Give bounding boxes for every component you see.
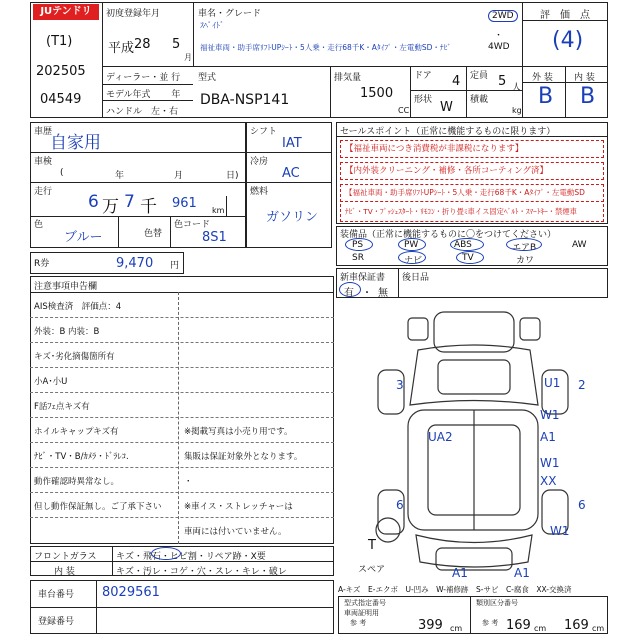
notes-title: 注意事項申告欄 bbox=[34, 282, 98, 292]
capacity-label: 定員 bbox=[470, 71, 489, 81]
height-unit: cm bbox=[592, 624, 605, 633]
sales-points-title: セールスポイント（正常に機能するものに限ります） bbox=[340, 127, 556, 137]
warranty-yes-circle bbox=[339, 282, 361, 297]
damage-label-1: 3 bbox=[396, 378, 404, 392]
note-left-6: ホイルキャップキズ有 bbox=[34, 427, 119, 437]
interior-grade: B bbox=[580, 84, 596, 109]
drive-2wd: 2WD bbox=[488, 10, 518, 22]
mileage-rest: 961 bbox=[172, 196, 197, 211]
form-ref: 参 考 bbox=[350, 619, 367, 627]
lot-number: 04549 bbox=[40, 92, 82, 107]
note-right-7: 集販は保証対象外となります。 bbox=[184, 452, 303, 462]
auction-id: (T1) bbox=[46, 34, 73, 49]
damage-label-10: 6 bbox=[578, 498, 586, 512]
model-year-label: モデル年式 年 bbox=[106, 90, 181, 100]
interior-damage-value: キズ・汚レ・コゲ・穴・スレ・キレ・破レ bbox=[116, 567, 287, 577]
color-code: 8S1 bbox=[202, 230, 227, 245]
sales-point-2: 【内外装クリーニング・補修・各所コーティング済】 bbox=[340, 162, 604, 180]
color-code-label: 色コード bbox=[174, 220, 211, 230]
handle-label: ハンドル 左・右 bbox=[106, 107, 179, 117]
mileage-label: 走行 bbox=[34, 187, 53, 197]
front-glass-value: キズ・飛石・ヒビ割・リペア跡・X要 bbox=[116, 552, 266, 562]
equip-pw-circle bbox=[398, 238, 426, 251]
doors: 4 bbox=[452, 74, 461, 89]
displacement-unit: CC bbox=[398, 106, 410, 115]
fuel-value: ガソリン bbox=[266, 210, 319, 225]
first-reg-year: 28 bbox=[134, 37, 151, 52]
note-left-4: 小A･小U bbox=[34, 377, 68, 387]
load-label: 積載 bbox=[470, 95, 489, 105]
color-label: 色 bbox=[34, 220, 44, 230]
doors-label: ドア bbox=[414, 71, 432, 81]
recycle-frame bbox=[30, 252, 184, 274]
equip-navi-circle bbox=[398, 251, 426, 264]
equip-abs: ABS bbox=[454, 240, 472, 250]
drive-4wd: 4WD bbox=[488, 42, 510, 52]
mileage-man: 6 bbox=[88, 192, 99, 212]
sales-point-3: 【福祉車両・助手席ﾘﾌﾄUPｼｰﾄ・5人乗・走行68千K・Aﾀｲﾌﾟ・左電動SD bbox=[340, 184, 604, 202]
displacement-label: 排気量 bbox=[334, 73, 362, 83]
inspection-day: 日) bbox=[226, 171, 239, 181]
model-name-label: 車名・グレード bbox=[198, 9, 262, 19]
warranty-separator: ・ bbox=[362, 288, 372, 299]
car-diagram bbox=[338, 300, 608, 580]
note-right-9: ※車イス・ストレッチャーは bbox=[184, 502, 293, 512]
equip-leather: カワ bbox=[516, 256, 535, 266]
color-value: ブルー bbox=[64, 230, 103, 245]
class-value: 169 bbox=[506, 618, 531, 633]
note-left-1: AIS検査済 評価点：4 bbox=[34, 302, 122, 312]
mileage-sen: 7 bbox=[124, 192, 135, 212]
note-left-5: F話ﾌｪ点キズ有 bbox=[34, 402, 90, 412]
shape-label: 形状 bbox=[414, 95, 433, 105]
shift-label: シフト bbox=[250, 127, 278, 137]
evaluation-label: 評 価 点 bbox=[540, 10, 590, 21]
dealer-label: ディーラー・並 行 bbox=[106, 73, 181, 83]
damage-label-8: XX bbox=[540, 474, 557, 488]
front-glass-label: フロントガラス bbox=[34, 552, 97, 562]
import-label: 後日品 bbox=[402, 273, 430, 283]
note-right-8: ・ bbox=[184, 477, 193, 487]
month-unit: 月 bbox=[184, 53, 192, 62]
equip-navi: ナビ bbox=[404, 256, 423, 266]
class-label: 類別区分番号 bbox=[476, 599, 518, 607]
equip-airbag-circle bbox=[506, 238, 542, 251]
recycle-fee: 9,470 bbox=[116, 256, 154, 271]
damage-legend: A-キズ E-エクボ U-凹み W-補修跡 S-サビ C-腐食 XX-交換済 bbox=[338, 585, 572, 594]
mileage-sen-unit: 千 bbox=[140, 197, 157, 217]
inspection-year: 年 bbox=[115, 171, 125, 181]
height-value: 169 bbox=[564, 618, 589, 633]
color-plate-label: 色替 bbox=[144, 229, 163, 239]
damage-label-2: U1 bbox=[544, 376, 561, 390]
inspection-month: 月 bbox=[174, 171, 184, 181]
equip-aw: AW bbox=[572, 240, 587, 250]
damage-label-13: A1 bbox=[514, 566, 530, 580]
displacement: 1500 bbox=[360, 86, 394, 101]
chassis-label: 車台番号 bbox=[38, 590, 75, 600]
capacity: 5 bbox=[498, 74, 507, 89]
exterior-label: 外 装 bbox=[532, 73, 553, 83]
damage-label-7: W1 bbox=[540, 456, 560, 470]
note-left-3: キズ･劣化摘傷箇所有 bbox=[34, 352, 115, 362]
sales-point-1: 【福祉車両につき消費税が非課税になります】 bbox=[340, 140, 604, 158]
grade: 福祉車両・助手席ﾘﾌﾄUPｼｰﾄ・5人乗・走行68千K・Aﾀｲﾌﾟ・左電動SD・ﾅﾋﾞ bbox=[200, 43, 452, 52]
equip-airbag: エアB bbox=[512, 243, 537, 253]
equip-tv: TV bbox=[462, 253, 474, 263]
recycle-label: R券 bbox=[34, 259, 50, 269]
type-label: 型式 bbox=[198, 73, 217, 83]
note-right-6: ※掲載写真は小売り用です。 bbox=[184, 427, 293, 437]
recycle-unit: 円 bbox=[170, 261, 180, 271]
fuel-label: 燃料 bbox=[250, 187, 269, 197]
equip-sr: SR bbox=[352, 253, 364, 263]
equip-ps: PS bbox=[352, 240, 364, 250]
exterior-grade: B bbox=[538, 84, 554, 109]
note-left-9: 但し動作保証無し。ご了承下さい bbox=[34, 502, 162, 512]
note-left-8: 動作確認時異常なし。 bbox=[34, 477, 120, 487]
shift-value: IAT bbox=[282, 136, 302, 151]
front-glass-circle bbox=[151, 547, 181, 560]
equip-pw: PW bbox=[404, 240, 419, 250]
form-unit: cm bbox=[450, 624, 463, 633]
class-ref: 参 考 bbox=[482, 619, 499, 627]
form-label: 型式指定番号 bbox=[344, 599, 386, 607]
ac-label: 冷房 bbox=[250, 157, 269, 167]
damage-label-3: 2 bbox=[578, 378, 586, 392]
usage-label: 車歴 bbox=[34, 127, 53, 137]
form-value: 399 bbox=[418, 618, 443, 633]
equip-ps-circle bbox=[345, 238, 373, 251]
damage-label-11: W1 bbox=[550, 524, 570, 538]
shape: W bbox=[440, 100, 453, 115]
capacity-unit: 人 bbox=[512, 83, 522, 93]
note-right-10: 車両には付いていません。 bbox=[184, 527, 287, 537]
inspection-label: 車検 bbox=[34, 157, 53, 167]
damage-label-5: UA2 bbox=[428, 430, 453, 444]
reg-label: 登録番号 bbox=[38, 617, 75, 627]
note-left-2: 外装：B 内装：B bbox=[34, 327, 100, 337]
interior-label: 内 装 bbox=[574, 73, 595, 83]
damage-label-12: A1 bbox=[452, 566, 468, 580]
equip-abs-circle bbox=[450, 238, 484, 251]
load-unit: kg bbox=[512, 106, 522, 115]
equipment-title: 装備品（正常に機能するものに〇をつけてください） bbox=[340, 230, 557, 240]
model-name: ｽﾍﾟｲﾄﾞ bbox=[200, 21, 224, 30]
spare-mark: T bbox=[368, 538, 376, 553]
form-sub: 車両証明用 bbox=[344, 609, 379, 617]
damage-label-6: A1 bbox=[540, 430, 556, 444]
chassis-number: 8029561 bbox=[102, 585, 160, 600]
equip-tv-circle bbox=[456, 251, 484, 264]
first-reg-era: 平成 bbox=[108, 41, 135, 56]
sales-point-4: ﾅﾋﾞ・TV・ﾌﾟｯｼｭｽﾀｰﾄ・ﾘﾓｺﾝ・折り畳ﾐ車イス固定ﾍﾞﾙﾄ・ｽﾏｰﾄｷｰ・禁煙車 bbox=[340, 204, 604, 222]
note-left-7: ﾅﾋﾞ・TV・B/ｶﾒﾗ・ﾄﾞﾗﾚｺ. bbox=[34, 452, 129, 462]
ac-value: AC bbox=[282, 166, 300, 181]
first-reg-label: 初度登録年月 bbox=[106, 9, 161, 19]
first-reg-month: 5 bbox=[172, 37, 181, 52]
mileage-unit: km bbox=[212, 206, 225, 215]
interior-damage-label: 内 装 bbox=[54, 567, 75, 577]
evaluation-score: (4) bbox=[552, 28, 584, 53]
damage-label-4: W1 bbox=[540, 408, 560, 422]
inspection-paren: ( bbox=[60, 168, 64, 178]
spare-label: スペア bbox=[358, 565, 386, 575]
warranty-yes: 有 bbox=[344, 288, 354, 299]
warranty-no: 無 bbox=[378, 288, 388, 299]
lot-date: 202505 bbox=[36, 64, 86, 79]
damage-label-9: 6 bbox=[396, 498, 404, 512]
class-unit: cm bbox=[534, 624, 547, 633]
mileage-man-unit: 万 bbox=[102, 197, 119, 217]
usage: 自家用 bbox=[50, 133, 101, 153]
type-value: DBA-NSP141 bbox=[200, 92, 290, 108]
warranty-label: 新車保証書 bbox=[340, 273, 386, 283]
logo: JUテンドリ bbox=[33, 4, 99, 20]
